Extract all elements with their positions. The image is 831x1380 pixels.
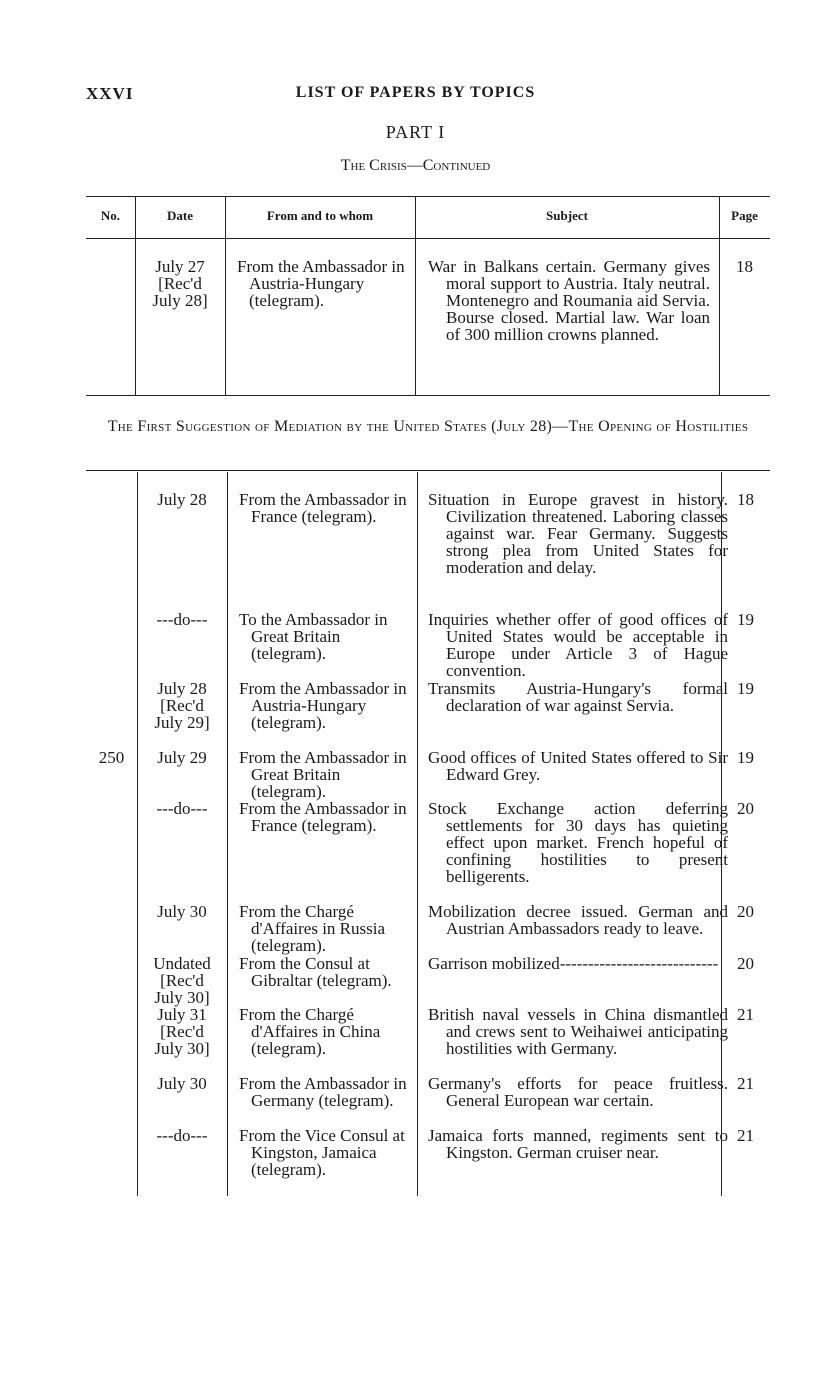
page-number: XXVI (86, 84, 134, 103)
date-line: July 28 (157, 679, 207, 698)
entry-from-to: From the Chargé d'Affaires in Russia (telegram). (239, 902, 386, 955)
date-line: July 30 (157, 1074, 207, 1093)
section-title-mediation: The First Suggestion of Mediation by the United States (July 28)—The Opening of Hostilities (107, 418, 749, 435)
column-divider (415, 197, 416, 395)
entry-from-to: From the Ambassador in France (telegram). (239, 799, 407, 835)
section-title-crisis: The Crisis—Continued (340, 157, 491, 174)
date-line: July 29 (157, 748, 207, 767)
entry-date (137, 1075, 227, 1092)
part-title: PART I (385, 122, 446, 142)
column-divider (719, 197, 720, 395)
entry-page: 20 (737, 954, 754, 973)
entry-from-to: From the Vice Consul at Kingston, Jamaica (telegram). (239, 1126, 405, 1179)
date-line: July 31 (157, 1005, 207, 1024)
entry-page: 20 (737, 902, 754, 921)
column-header-from-to: From and to whom (266, 208, 374, 223)
entry-page: 20 (737, 799, 754, 818)
date-line: July 29] (154, 713, 210, 732)
entry-subject: Mobilization decree issued. German and Austrian Ambassadors ready to leave. (428, 902, 728, 938)
entry-subject: Inquiries whether offer of good offices of United States would be acceptable in Europe under Article 3 of Hague convention. (428, 610, 728, 680)
entry-number: 250 (98, 748, 125, 767)
column-header-date: Date (167, 208, 193, 223)
date-line: July 28] (152, 291, 208, 310)
entry-page: 19 (737, 679, 754, 698)
date-line: July 27 (155, 257, 205, 276)
date-line: [Rec'd (160, 1022, 204, 1041)
entry-date (137, 1127, 227, 1144)
table-bottom-rule (86, 395, 770, 396)
entry-date (135, 258, 225, 309)
date-line: ---do--- (156, 799, 208, 818)
leader-dots: ---------------------------- (559, 955, 719, 972)
date-line: [Rec'd (160, 696, 204, 715)
entry-date (137, 611, 227, 628)
date-line: Undated (153, 954, 211, 973)
table-header-rule (86, 238, 770, 239)
column-header-page: Page (731, 208, 758, 223)
column-header-subject: Subject (546, 208, 588, 223)
entry-page: 18 (736, 257, 753, 276)
entry-page: 21 (737, 1074, 754, 1093)
entry-subject: British naval vessels in China dismantled and crews sent to Weihaiwei anticipating hostilities with Germany. (428, 1005, 728, 1058)
entry-subject: Situation in Europe gravest in history. Civilization threatened. Laboring classes against war. Fear Germany. Suggests strong plea from United States for moderation and delay. (428, 490, 728, 577)
date-line: ---do--- (156, 610, 208, 629)
date-line: July 30 (157, 902, 207, 921)
entry-page: 21 (737, 1005, 754, 1024)
entry-subject: War in Balkans certain. Germany gives moral support to Austria. Italy neutral. Montenegro and Roumania aid Servia. Bourse closed. Martial law. War loan of 300 million crowns planned. (428, 257, 710, 344)
entry-date (137, 800, 227, 817)
entry-date (137, 1006, 227, 1057)
entry-subject: Stock Exchange action deferring settlements for 30 days has quieting effect upon market. French hopeful of confining hostilities to present belligerents. (428, 799, 728, 886)
date-line: July 28 (157, 490, 207, 509)
date-line: [Rec'd (158, 274, 202, 293)
running-title: LIST OF PAPERS BY TOPICS (295, 84, 536, 101)
column-divider (227, 472, 228, 1196)
entry-from-to: From the Ambassador in Austria-Hungary (telegram). (237, 257, 405, 310)
entry-date (137, 903, 227, 920)
entry-from-to: From the Ambassador in Germany (telegram). (239, 1074, 407, 1110)
column-header-no: No. (100, 208, 121, 223)
entry-from-to: From the Ambassador in Austria-Hungary (telegram). (239, 679, 407, 732)
entry-subject: Good offices of United States offered to Sir Edward Grey. (428, 748, 728, 784)
entry-from-to: From the Chargé d'Affaires in China (telegram). (239, 1005, 381, 1058)
column-divider (417, 472, 418, 1196)
column-divider (225, 197, 226, 395)
entry-page: 21 (737, 1126, 754, 1145)
entry-from-to: From the Ambassador in France (telegram). (239, 490, 407, 526)
entry-subject: Jamaica forts manned, regiments sent to Kingston. German cruiser near. (428, 1126, 728, 1162)
entry-page: 19 (737, 748, 754, 767)
entry-subject: Transmits Austria-Hungary's formal declaration of war against Servia. (428, 679, 728, 715)
date-line: [Rec'd (160, 971, 204, 990)
entry-date (137, 955, 227, 1006)
entry-date (137, 680, 227, 731)
entry-date (137, 491, 227, 508)
entry-from-to: To the Ambassador in Great Britain (telegram). (239, 610, 388, 663)
entry-from-to: From the Ambassador in Great Britain (telegram). (239, 748, 407, 801)
date-line: July 30] (154, 1039, 210, 1058)
table-top-rule (86, 470, 770, 471)
table-top-rule (86, 196, 770, 197)
date-line: July 30] (154, 988, 210, 1007)
entry-subject-text: Garrison mobilized (428, 955, 560, 972)
entry-subject (428, 955, 728, 972)
entry-page: 18 (737, 490, 754, 509)
entry-page: 19 (737, 610, 754, 629)
entry-subject: Germany's efforts for peace fruitless. General European war certain. (428, 1074, 728, 1110)
entry-from-to: From the Consul at Gibraltar (telegram). (239, 954, 392, 990)
date-line: ---do--- (156, 1126, 208, 1145)
entry-date (137, 749, 227, 766)
